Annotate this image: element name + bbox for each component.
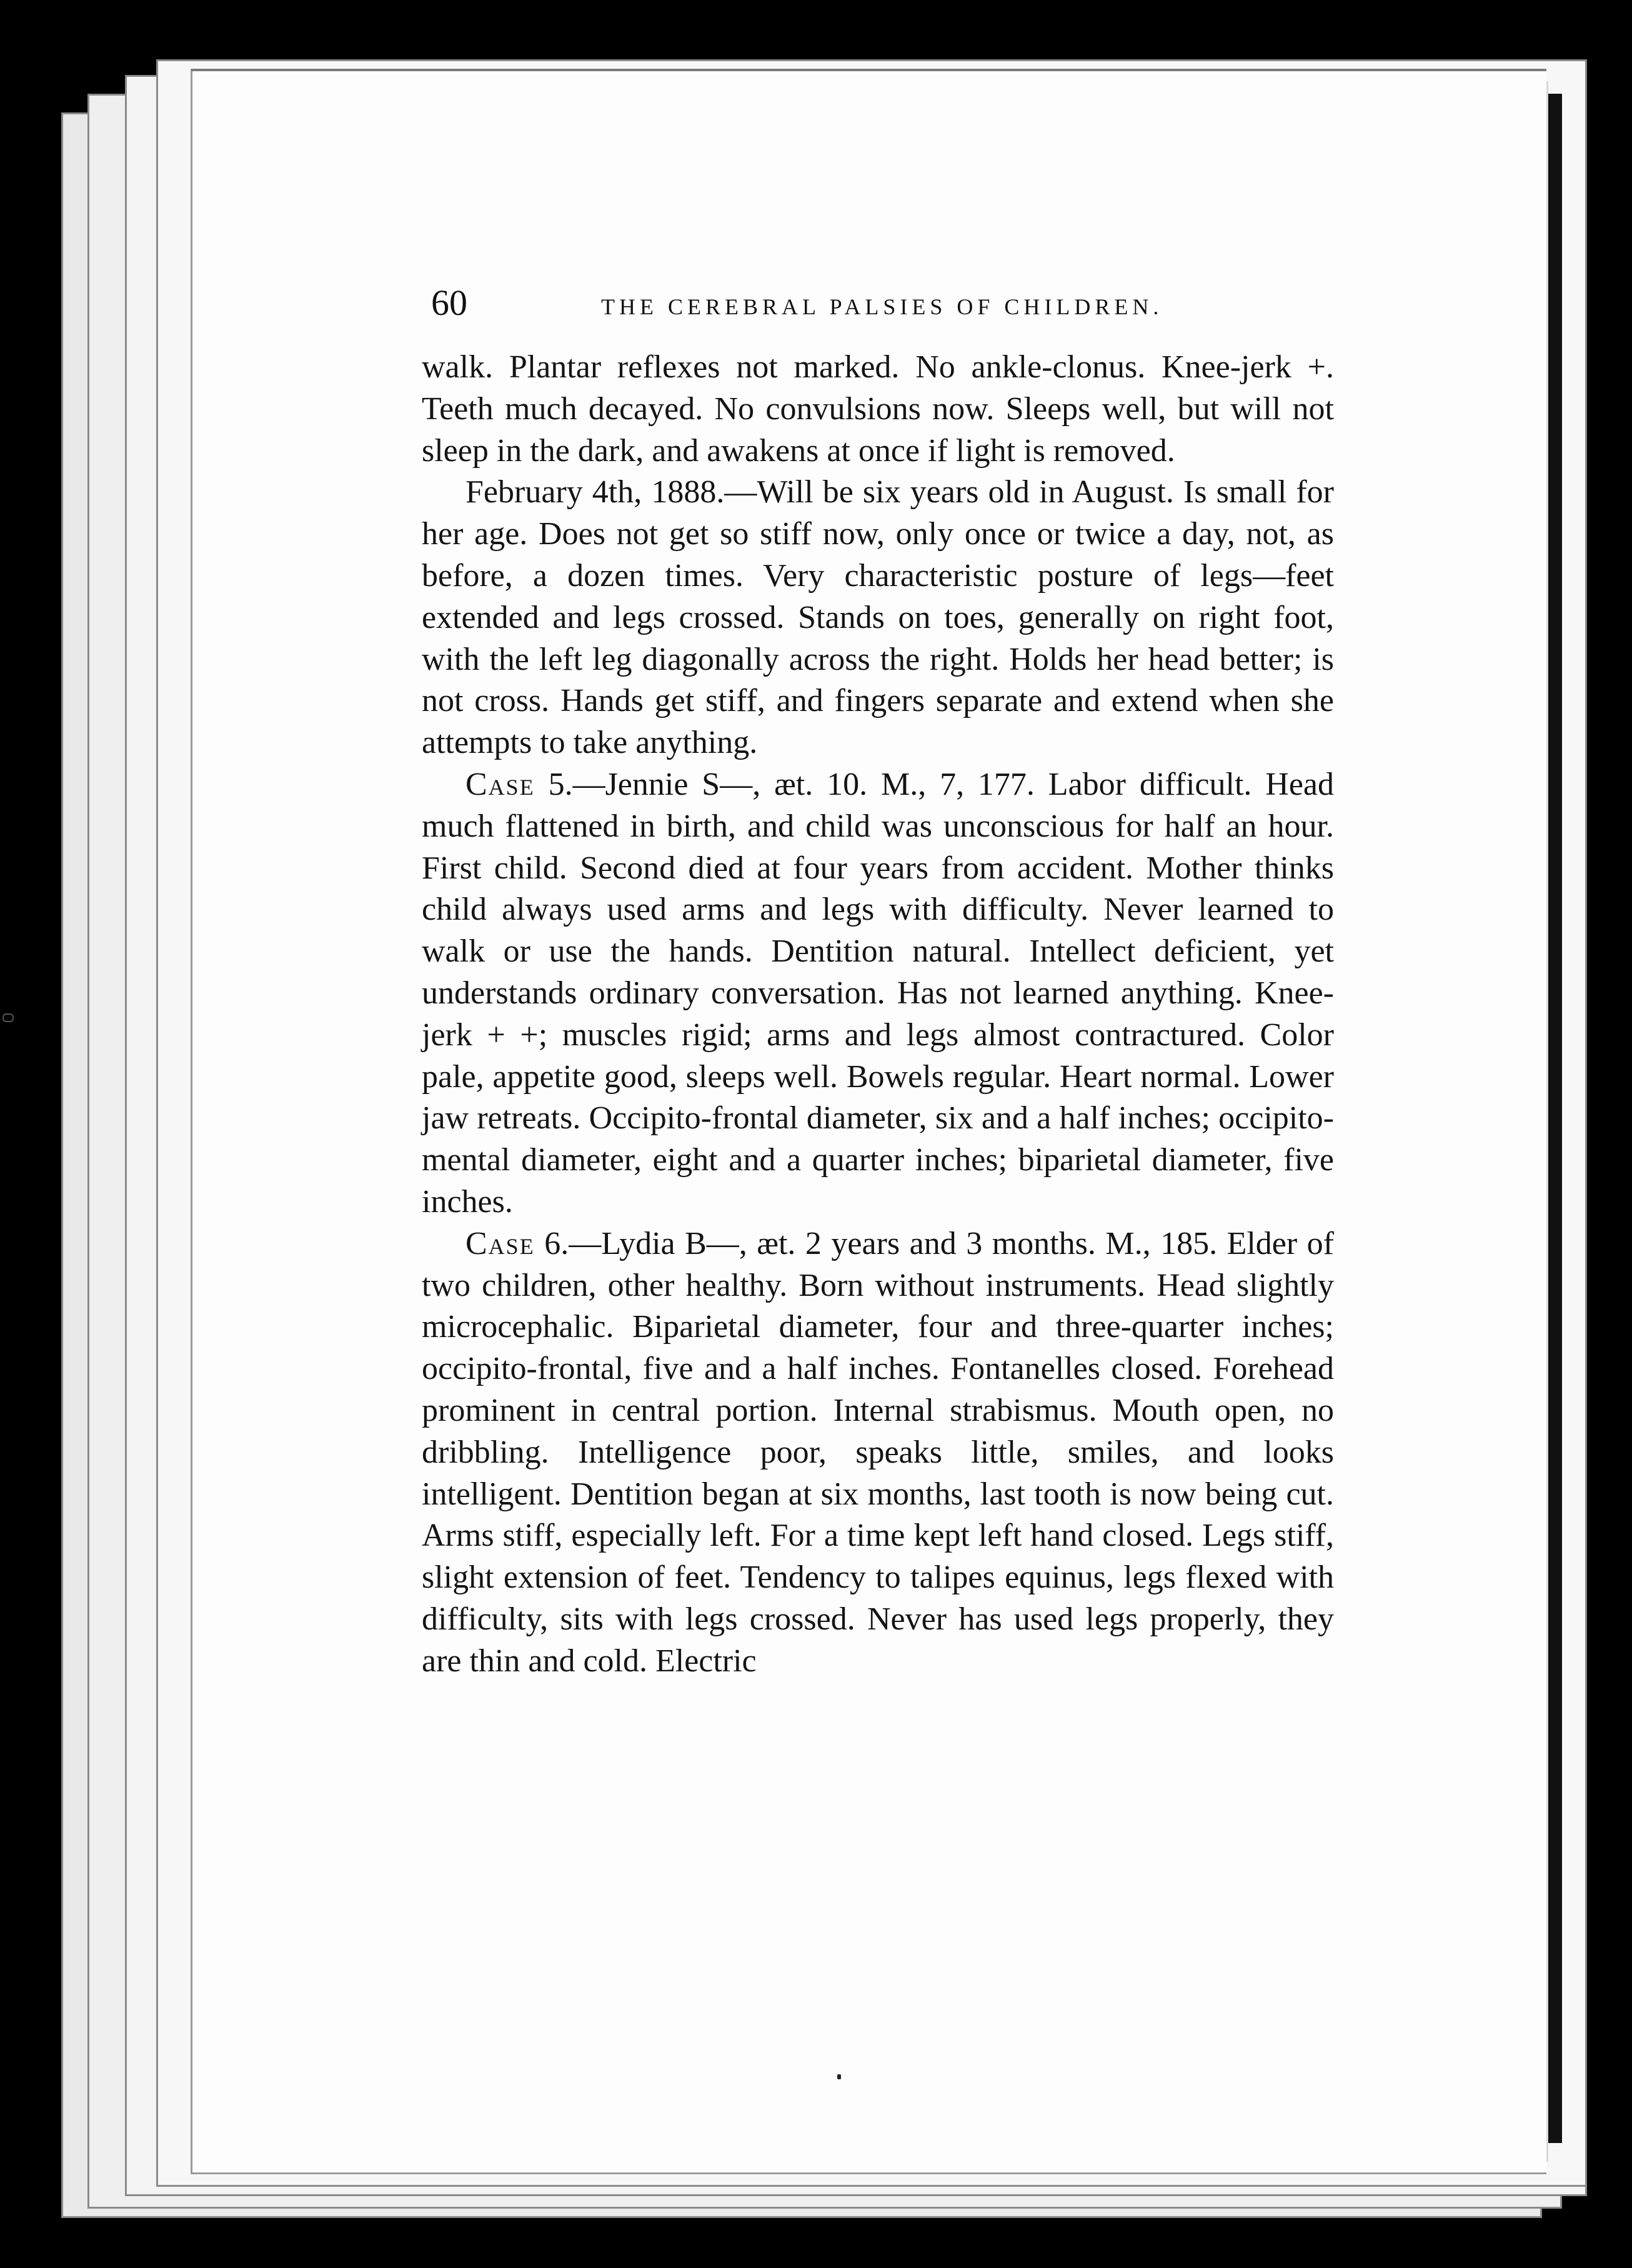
case-text: 6.—Lydia B—, æt. 2 years and 3 months. M., 185. Elder of two children, other healthy. Born without instruments. Head slightly microcephalic. Biparietal diameter, four and three-quarter inches; occipito-frontal, five and a half inches. Fontanelles closed. Forehead prominent in central portion. Internal strabismus. Mouth open, no dribbling. Intelligence poor, speaks little, smiles, and looks intelligent. Dentition began at six months, last tooth is now being cut. Arms stiff, especially left. For a time kept left hand closed. Legs stiff, slight extension of feet. Tendency to talipes equinus, legs flexed with difficulty, sits with legs crossed. Never has used legs properly, they are thin and cold. Electric — [422, 1225, 1334, 1679]
book-spine — [1548, 94, 1562, 2143]
running-title: THE CEREBRAL PALSIES OF CHILDREN. — [601, 294, 1163, 319]
case-label: Case — [465, 766, 535, 802]
paragraph: February 4th, 1888.—Will be six years old in August. Is small for her age. Does not get so stiff now, only once or twice a day, not, as before, a dozen times. Very characteristic posture of legs—feet extended and legs crossed. Stands on toes, generally on right foot, with the left leg diagonally across the right. Holds her head better; is not cross. Hands get stiff, and fingers separate and extend when she attempts to take anything. — [422, 474, 1334, 761]
ink-dot — [837, 2074, 841, 2079]
running-head — [431, 278, 1493, 328]
body-text — [422, 347, 1334, 1683]
case-paragraph — [422, 1223, 1334, 1683]
case-paragraph — [422, 764, 1334, 1223]
page-number: 60 — [431, 282, 467, 323]
paragraph: walk. Plantar reflexes not marked. No ankle-clonus. Knee-jerk +. Teeth much decayed. No convulsions now. Sleeps well, but will not sleep in the dark, and awakens at once if light is removed. — [422, 349, 1334, 469]
scan-speck — [2, 1013, 14, 1022]
case-label: Case — [465, 1225, 535, 1261]
case-text: 5.—Jennie S—, æt. 10. M., 7, 177. Labor difficult. Head much flattened in birth, and child was unconscious for half an hour. First child. Second died at four years from accident. Mother thinks child always used arms and legs with difficulty. Never learned to walk or use the hands. Dentition natural. Intellect deficient, yet understands ordinary conversation. Has not learned anything. Knee-jerk + +; muscles rigid; arms and legs almost contractured. Color pale, appetite good, sleeps well. Bowels regular. Heart normal. Lower jaw retreats. Occipito-frontal diameter, six and a half inches; occipito-mental diameter, eight and a quarter inches; biparietal diameter, five inches. — [422, 766, 1334, 1220]
